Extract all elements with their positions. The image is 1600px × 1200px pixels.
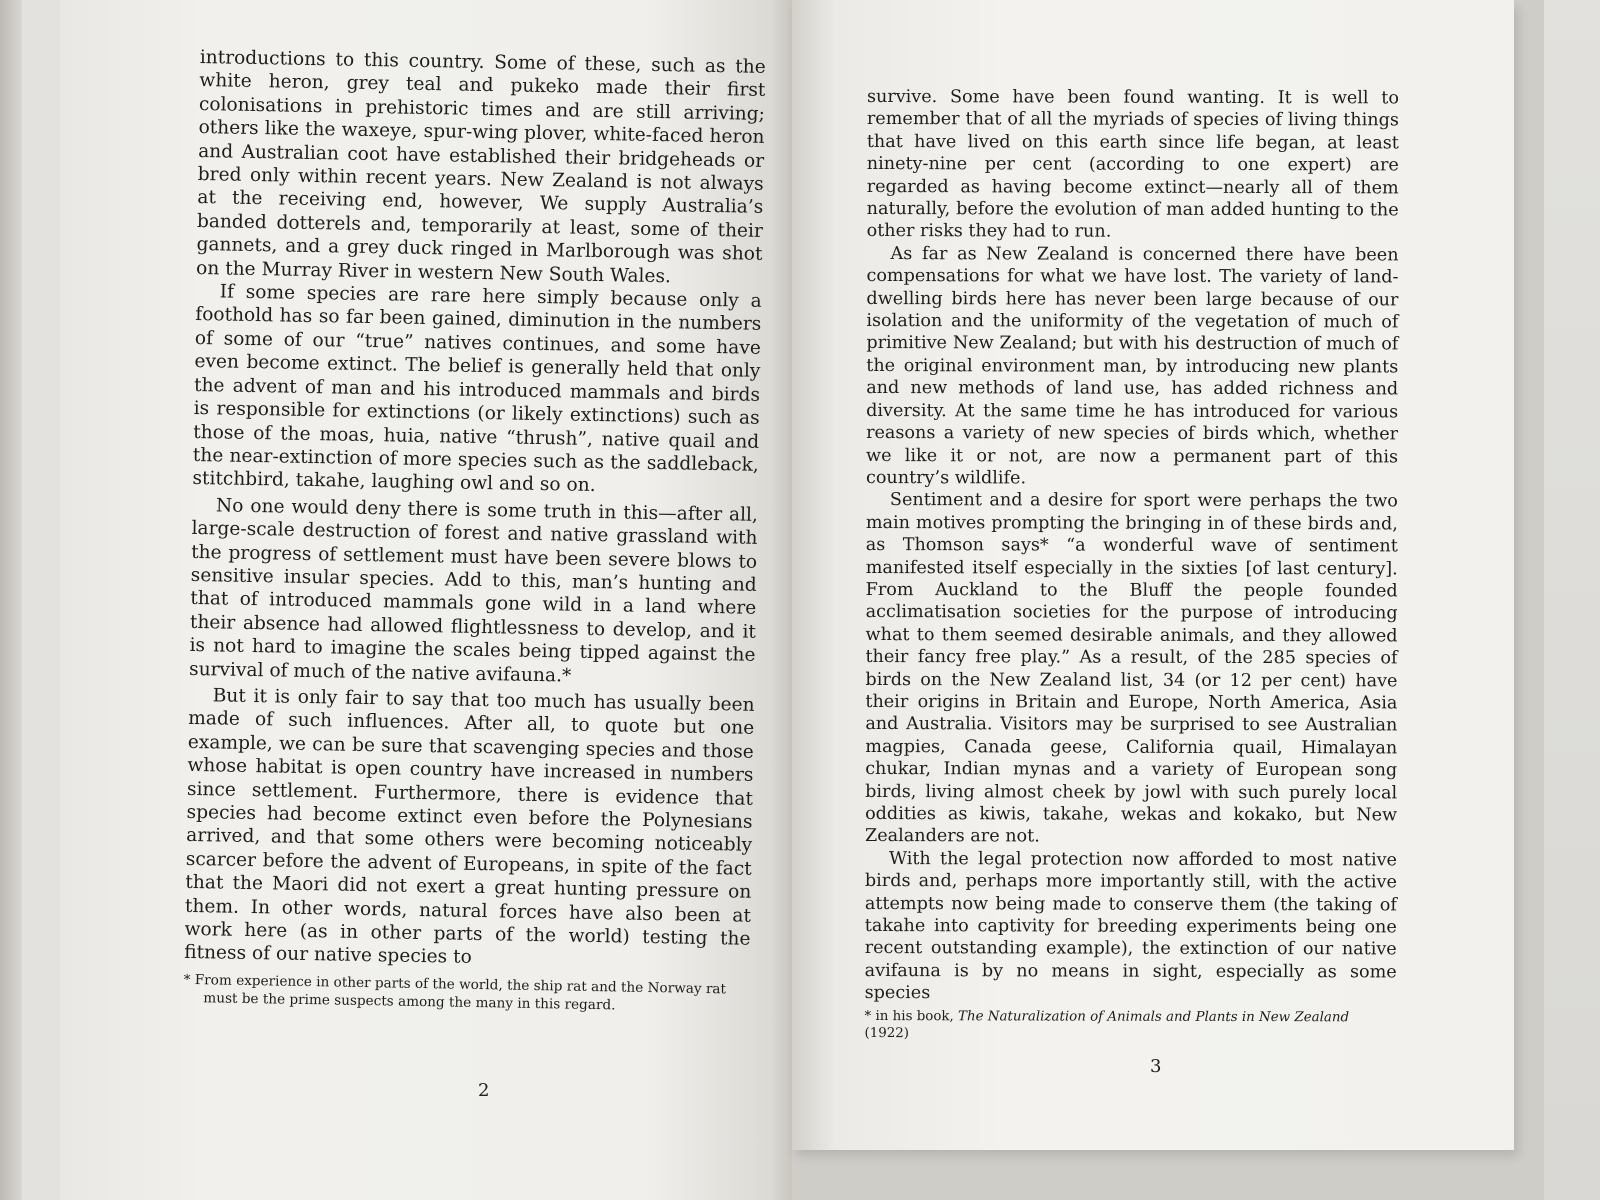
left-paragraph-3: No one would deny there is some truth in this—after all, large-scale destruction of forest and native grassland with the progress of settlement must have been severe blows to sensitive insular species. Add to this, man’s hunting and that of introduced mammals gone wild in a land where their absence had allowed flightlessness to develop, and it is not hard to imagine the scales being tipped against the survival of much of the native avifauna.* [188,495,759,687]
right-page [792,0,1514,1150]
right-paragraph-3: Sentiment and a desire for sport were perhaps the two main motives prompting the bringing in of these birds and, as Thomson says* “a wonderful wave of sentiment manifested itself especially in the sixties [of last century]. From Auckland to the Bluff the people founded acclimatisation societies for the purpose of introducing what to them seemed desirable animals, and they allowed their fancy free play.” As a result, of the 285 species of birds on the New Zealand list, 34 (or 12 per cent) have their origins in Britain and Europe, North America, Asia and Australia. Visitors may be surprised to see Australian magpies, Canada geese, California quail, Himalayan chukar, Indian mynas and a variety of European song birds, living almost cheek by jowl with such purely local oddities as kiwis, takahe, wekas and kokako, but New Zealanders are not. [865,490,1398,847]
right-footnote-prefix: * in his book, [864,1008,959,1024]
book-edge [0,0,22,1200]
right-footnote-book-title: The Naturalization of Animals and Plants in New Zealand [958,1008,1350,1025]
left-footnote: * From experience in other parts of the world, the ship rat and the Norway rat must be the prime suspects among the many in this regard. [183,971,727,1014]
left-paragraph-2: If some species are rare here simply because only a foothold has so far been gained, diminution in the numbers of some of our “true” natives continues, and some have even become extinct. The belief is generally held that only the advent of man and his introduced mammals and birds is responsible for extinctions (or likely extinctions) such as those of the moas, huia, native “thrush”, native quail and the near-extinction of more species such as the saddleback, stitchbird, takahe, laughing owl and so on. [192,281,762,497]
right-footnote [864,1008,1396,1043]
left-paragraph-1: introductions to this country. Some of these, such as the white heron, grey teal and pukeko made their first colonisations in prehistoric times and are still arriving; others like the waxeye, spur-wing plover, white-faced heron and Australian coot have established their bridgeheads or bred only within recent years. New Zealand is not always at the receiving end, however, We supply Australia’s banded dotterels and, temporarily at least, some of their gannets, and a grey duck ringed in Marlborough was shot on the Murray River in western New South Wales. [195,46,766,287]
left-text-column [183,46,766,1017]
right-page-number: 3 [1150,1056,1162,1077]
right-paragraph-1: survive. Some have been found wanting. It is well to remember that of all the myriads of species of living things that have lived on this earth since life began, at least ninety-nine per cent (according to one expert) are regarded as having become extinct—nearly all of them naturally, before the evolution of man added hunting to the other risks they had to run. [866,87,1399,243]
right-text-column [864,86,1399,1043]
left-paragraph-4: But it is only fair to say that too much has usually been made of such influences. After all, to quote but one example, we can be sure that scavenging species and those whose habitat is open country have increased in numbers since settlement. Furthermore, there is evidence that species had become extinct even before the Polynesians arrived, and that some others were becoming noticeably scarcer before the advent of Europeans, in spite of the fact that the Maori did not exert a great hunting pressure on them. In other words, natural forces have also been at work here (as in other parts of the world) testing the fitness of our native species to [183,685,755,969]
left-page-number: 2 [478,1080,490,1101]
right-paragraph-2: As far as New Zealand is concerned there have been compensations for what we have lost. The variety of land-dwelling birds here has never been large because of our isolation and the uniformity of the vegetation of much of primitive New Zealand; but with his destruction of much of the original environment man, by introducing new plants and new methods of land use, has added richness and diversity. At the same time he has introduced for various reasons a variety of new species of birds which, whether we like it or not, are now a permanent part of this country’s wildlife. [865,243,1399,489]
left-page [22,0,792,1200]
right-footnote-suffix: (1922) [864,1025,910,1041]
right-paragraph-4: With the legal protection now afforded to most native birds and, perhaps more importantly still, with the active attempts now being made to conserve them (the taking of takahe into captivity for breeding experiments being one recent outstanding example), the extinction of our native avifauna is by no means in sight, especially as some species [864,848,1398,1004]
